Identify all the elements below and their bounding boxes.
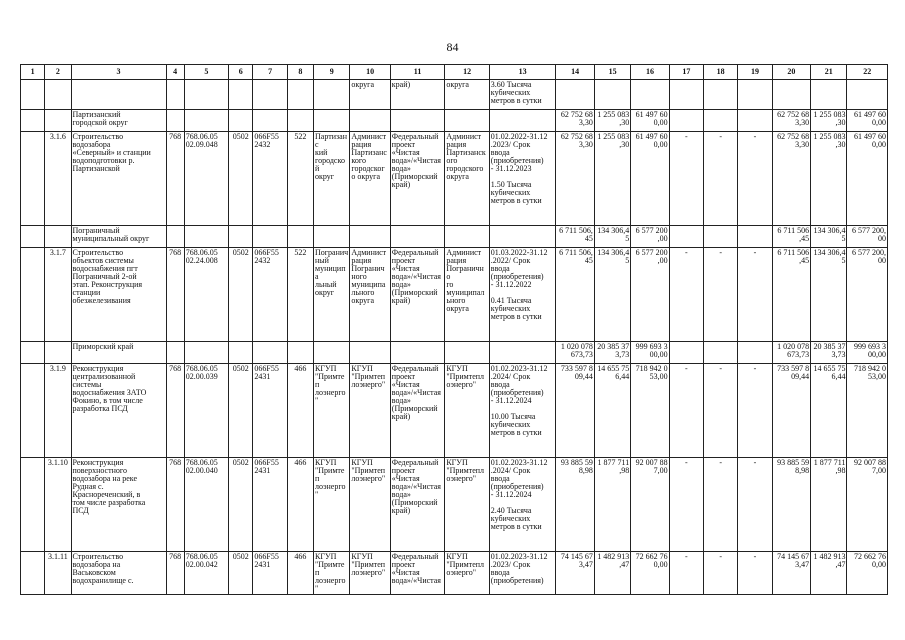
table-cell: 999 693 3 00,00 — [631, 342, 669, 364]
table-cell: - — [669, 552, 703, 595]
table-cell: 20 385 37 3,73 — [594, 342, 630, 364]
table-cell — [738, 226, 772, 248]
table-cell: 066F55 2432 — [253, 132, 287, 226]
table-cell: 466 — [287, 552, 313, 595]
table-cell: 14 655 75 6,44 — [594, 364, 630, 458]
table-cell: 01.02.2022-31.12 .2023/ Срок ввода (приобретения) - 31.12.2023 1.50 Тысяча кубических метров в сутки — [489, 132, 556, 226]
table-cell: Федеральный проект «Чистая вода»/«Чистая вода» (Приморский край) — [390, 364, 445, 458]
table-cell: Строительство водозабора на Васьковском водохранилище с. — [71, 552, 166, 595]
table-cell: Реконструкция поверхностного водозабора на реке Рудная с. Краснореченский, в том числе разработка ПСД — [71, 458, 166, 552]
table-cell: 74 145 67 3,47 — [556, 552, 594, 595]
table-cell — [738, 80, 772, 110]
table-cell: 3.1.9 — [45, 364, 71, 458]
table-cell: 01.02.2023-31.12 .2024/ Срок ввода (приобретения) - 31.12.2024 10.00 Тысяча кубических метров в сутки — [489, 364, 556, 458]
table-cell: - — [738, 248, 772, 342]
table-cell: КГУП "Примтеп лоэнерго" — [314, 552, 350, 595]
table-cell: 066F55 2431 — [253, 364, 287, 458]
table-row — [21, 226, 888, 248]
table-cell: 6 577 200, 00 — [847, 248, 888, 342]
table-cell — [184, 226, 228, 248]
table-cell — [229, 226, 253, 248]
col-header: 7 — [253, 65, 287, 80]
table-cell: 72 662 76 0,00 — [631, 552, 669, 595]
col-header: 13 — [489, 65, 556, 80]
table-cell: - — [669, 364, 703, 458]
table-cell: Федеральный проект «Чистая вода»/«Чистая вода» (Приморский край) — [390, 458, 445, 552]
table-cell — [184, 110, 228, 132]
table-row — [21, 248, 888, 342]
col-header: 12 — [445, 65, 489, 80]
table-cell: 522 — [287, 132, 313, 226]
table-cell — [45, 80, 71, 110]
table-cell: 1 877 711 ,98 — [594, 458, 630, 552]
col-header: 17 — [669, 65, 703, 80]
table-cell: 522 — [287, 248, 313, 342]
table-cell: 01.02.2023-31.12 .2024/ Срок ввода (приобретения) - 31.12.2024 2.40 Тысяча кубических метров в сутки — [489, 458, 556, 552]
table-cell: 768 — [166, 248, 184, 342]
table-cell: 999 693 3 00,00 — [847, 342, 888, 364]
col-header: 5 — [184, 65, 228, 80]
table-cell: Погранич ный муниципа льный округ — [314, 248, 350, 342]
table-cell: - — [669, 458, 703, 552]
table-cell — [229, 342, 253, 364]
table-cell — [253, 342, 287, 364]
table-cell — [314, 110, 350, 132]
table-cell: - — [669, 132, 703, 226]
table-cell: 6 711 506, 45 — [556, 248, 594, 342]
page-number: 84 — [446, 40, 459, 54]
table-cell — [184, 80, 228, 110]
table-cell: 3.60 Тысяча кубических метров в сутки — [489, 80, 556, 110]
table-cell: 3.1.11 — [45, 552, 71, 595]
table-cell — [287, 110, 313, 132]
col-header: 1 — [21, 65, 45, 80]
table-cell — [253, 226, 287, 248]
table-cell: 768 — [166, 552, 184, 595]
table-cell: 93 885 59 8,98 — [556, 458, 594, 552]
table-cell — [314, 80, 350, 110]
table-cell — [71, 80, 166, 110]
table-cell: 134 306,4 5 — [811, 226, 847, 248]
table-cell: 14 655 75 6,44 — [811, 364, 847, 458]
col-header: 16 — [631, 65, 669, 80]
table-cell: 768 — [166, 364, 184, 458]
table-cell — [184, 342, 228, 364]
table-cell: 066F55 2431 — [253, 458, 287, 552]
table-cell: 92 007 88 7,00 — [847, 458, 888, 552]
table-cell: 0502 — [229, 364, 253, 458]
table-cell — [390, 226, 445, 248]
table-cell: Пограничный муниципальный округ — [71, 226, 166, 248]
table-cell — [811, 80, 847, 110]
table-cell — [229, 80, 253, 110]
col-header: 19 — [738, 65, 772, 80]
table-cell: 1 877 711 ,98 — [811, 458, 847, 552]
col-header: 8 — [287, 65, 313, 80]
table-cell: Админист рация Погранич ного муниципа льного округа — [350, 248, 390, 342]
table-cell — [287, 226, 313, 248]
table-cell: 6 577 200 ,00 — [631, 226, 669, 248]
table-cell: 1 020 078 673,73 — [772, 342, 810, 364]
table-cell — [21, 364, 45, 458]
table-cell — [738, 110, 772, 132]
table-cell — [669, 110, 703, 132]
table-cell: 62 752 68 3,30 — [772, 110, 810, 132]
table-cell: - — [703, 132, 737, 226]
table-cell: 733 597 8 09,44 — [556, 364, 594, 458]
table-cell — [489, 226, 556, 248]
table-cell — [350, 342, 390, 364]
table-cell: 0502 — [229, 552, 253, 595]
table-cell — [445, 342, 489, 364]
table-cell: 134 306,4 5 — [594, 226, 630, 248]
table-cell: 466 — [287, 458, 313, 552]
table-cell — [631, 80, 669, 110]
table-cell: - — [738, 552, 772, 595]
table-cell: Федеральный проект «Чистая вода»/«Чистая вода» (Приморский край) — [390, 248, 445, 342]
table-cell — [21, 226, 45, 248]
table-cell: - — [703, 364, 737, 458]
table-cell: 62 752 68 3,30 — [556, 132, 594, 226]
table-cell: 768.06.05 02.24.008 — [184, 248, 228, 342]
table-cell — [556, 80, 594, 110]
table-cell: 768.06.05 02.00.042 — [184, 552, 228, 595]
table-cell: 1 482 913 ,47 — [594, 552, 630, 595]
budget-table — [20, 64, 888, 595]
table-cell — [287, 80, 313, 110]
table-cell: 3.1.10 — [45, 458, 71, 552]
table-cell: 0502 — [229, 458, 253, 552]
table-cell: Партизанс кий городской округ — [314, 132, 350, 226]
table-cell: 134 306,4 5 — [594, 248, 630, 342]
table-cell — [594, 80, 630, 110]
table-cell: КГУП "Примтеп лоэнерго" — [350, 552, 390, 595]
col-header: 10 — [350, 65, 390, 80]
table-cell — [45, 342, 71, 364]
table-cell — [21, 458, 45, 552]
col-header: 9 — [314, 65, 350, 80]
table-cell: 62 752 68 3,30 — [772, 132, 810, 226]
table-row — [21, 80, 888, 110]
table-cell: - — [669, 248, 703, 342]
table-cell: КГУП "Примтеп лоэнерго" — [350, 364, 390, 458]
table-cell: 72 662 76 0,00 — [847, 552, 888, 595]
col-header: 2 — [45, 65, 71, 80]
table-cell: Строительство объектов системы водоснабжения пгт Пограничный 2-ой этап. Реконструкция станции обезжелезивания — [71, 248, 166, 342]
col-header: 3 — [71, 65, 166, 80]
table-cell: 61 497 60 0,00 — [631, 110, 669, 132]
table-cell: 768.06.05 02.09.048 — [184, 132, 228, 226]
table-cell — [45, 226, 71, 248]
table-cell: 733 597 8 09,44 — [772, 364, 810, 458]
table-cell — [21, 552, 45, 595]
table-cell: Федеральный проект «Чистая вода»/«Чистая — [390, 552, 445, 595]
table-cell — [703, 342, 737, 364]
table-cell: КГУП "Примтеп лоэнерго" — [314, 458, 350, 552]
table-cell — [350, 110, 390, 132]
table-cell: 01.03.2022-31.12 .2022/ Срок ввода (приобретения) - 31.12.2022 0.41 Тысяча кубических метров в сутки — [489, 248, 556, 342]
table-cell — [703, 226, 737, 248]
table-cell — [166, 80, 184, 110]
table-cell — [669, 226, 703, 248]
table-cell: КГУП "Примтепл оэнерго" — [445, 458, 489, 552]
table-cell — [45, 110, 71, 132]
table-cell — [21, 248, 45, 342]
col-header: 6 — [229, 65, 253, 80]
table-cell: 0502 — [229, 132, 253, 226]
table-cell — [350, 226, 390, 248]
table-cell — [229, 110, 253, 132]
table-cell — [314, 342, 350, 364]
table-cell: 61 497 60 0,00 — [847, 110, 888, 132]
col-header: 4 — [166, 65, 184, 80]
table-cell: - — [738, 364, 772, 458]
table-cell: Реконструкция централизованной системы водоснабжения ЗАТО Фокино, в том числе разработка ПСД — [71, 364, 166, 458]
table-cell — [445, 226, 489, 248]
table-cell: - — [703, 552, 737, 595]
table-row — [21, 364, 888, 458]
table-cell: округа — [445, 80, 489, 110]
table-cell — [489, 110, 556, 132]
table-cell: - — [738, 458, 772, 552]
table-cell: 6 577 200, 00 — [847, 226, 888, 248]
table-cell — [390, 110, 445, 132]
col-header: 15 — [594, 65, 630, 80]
table-cell: Партизанский городской округ — [71, 110, 166, 132]
table-cell: 6 711 506 ,45 — [772, 226, 810, 248]
table-cell: 93 885 59 8,98 — [772, 458, 810, 552]
table-cell — [669, 80, 703, 110]
table-cell: 1 255 083 ,30 — [811, 110, 847, 132]
table-cell — [772, 80, 810, 110]
table-cell: 768.06.05 02.00.039 — [184, 364, 228, 458]
table-row — [21, 110, 888, 132]
table-cell: 066F55 2431 — [253, 552, 287, 595]
table-row — [21, 552, 888, 595]
table-cell: 1 020 078 673,73 — [556, 342, 594, 364]
table-cell: - — [738, 132, 772, 226]
table-cell — [314, 226, 350, 248]
table-cell: Федеральный проект «Чистая вода»/«Чистая вода» (Приморский край) — [390, 132, 445, 226]
table-cell — [166, 226, 184, 248]
table-cell: Админист рация Погранично го муниципал ьного округа — [445, 248, 489, 342]
table-cell: 92 007 88 7,00 — [631, 458, 669, 552]
table-cell: 1 482 913 ,47 — [811, 552, 847, 595]
table-cell: 718 942 0 53,00 — [631, 364, 669, 458]
table-cell — [703, 110, 737, 132]
table-cell: 768 — [166, 458, 184, 552]
table-cell — [287, 342, 313, 364]
table-cell: 74 145 67 3,47 — [772, 552, 810, 595]
col-header: 14 — [556, 65, 594, 80]
table-cell — [669, 342, 703, 364]
table-cell: 066F55 2432 — [253, 248, 287, 342]
table-cell: 1 255 083 ,30 — [811, 132, 847, 226]
table-cell: Строительство водозабора «Северный» и станции водоподготовки р. Партизанской — [71, 132, 166, 226]
table-cell: 1 255 083 ,30 — [594, 132, 630, 226]
table-cell — [738, 342, 772, 364]
table-cell: 20 385 37 3,73 — [811, 342, 847, 364]
table-cell — [445, 110, 489, 132]
table-cell: 01.02.2023-31.12 .2023/ Срок ввода (приобретения) — [489, 552, 556, 595]
table-cell — [390, 342, 445, 364]
table-cell: КГУП "Примтепл оэнерго" — [445, 364, 489, 458]
table-cell: 6 577 200 ,00 — [631, 248, 669, 342]
table-cell — [166, 110, 184, 132]
table-cell: 61 497 60 0,00 — [847, 132, 888, 226]
col-header: 22 — [847, 65, 888, 80]
table-cell: КГУП "Примтепл оэнерго" — [445, 552, 489, 595]
table-cell: 1 255 083 ,30 — [594, 110, 630, 132]
table-cell: округа — [350, 80, 390, 110]
table-cell: Приморский край — [71, 342, 166, 364]
table-row — [21, 132, 888, 226]
table-cell: - — [703, 248, 737, 342]
table-cell — [847, 80, 888, 110]
table-cell: КГУП "Примтеп лоэнерго" — [314, 364, 350, 458]
table-cell: 718 942 0 53,00 — [847, 364, 888, 458]
header-row — [21, 65, 888, 80]
table-cell: Админист рация Партизанск ого городского округа — [445, 132, 489, 226]
col-header: 20 — [772, 65, 810, 80]
table-cell — [489, 342, 556, 364]
table-cell — [21, 132, 45, 226]
table-cell — [21, 110, 45, 132]
table-cell — [166, 342, 184, 364]
table-cell: 768.06.05 02.00.040 — [184, 458, 228, 552]
table-cell: 3.1.7 — [45, 248, 71, 342]
table-cell — [253, 110, 287, 132]
table-row — [21, 342, 888, 364]
table-cell: 61 497 60 0,00 — [631, 132, 669, 226]
table-cell: 134 306,4 5 — [811, 248, 847, 342]
table-cell: 466 — [287, 364, 313, 458]
table-cell: 3.1.6 — [45, 132, 71, 226]
table-cell — [703, 80, 737, 110]
table-row — [21, 458, 888, 552]
table-cell: край) — [390, 80, 445, 110]
table-cell — [21, 80, 45, 110]
table-cell — [21, 342, 45, 364]
table-cell — [253, 80, 287, 110]
table-cell: 6 711 506 ,45 — [772, 248, 810, 342]
col-header: 18 — [703, 65, 737, 80]
table-cell: КГУП "Примтеп лоэнерго" — [350, 458, 390, 552]
table-cell: Админист рация Партизанс кого городског о округа — [350, 132, 390, 226]
table-cell: 62 752 68 3,30 — [556, 110, 594, 132]
table-cell: 0502 — [229, 248, 253, 342]
table-cell: - — [703, 458, 737, 552]
table-cell: 768 — [166, 132, 184, 226]
col-header: 11 — [390, 65, 445, 80]
col-header: 21 — [811, 65, 847, 80]
table-cell: 6 711 506, 45 — [556, 226, 594, 248]
